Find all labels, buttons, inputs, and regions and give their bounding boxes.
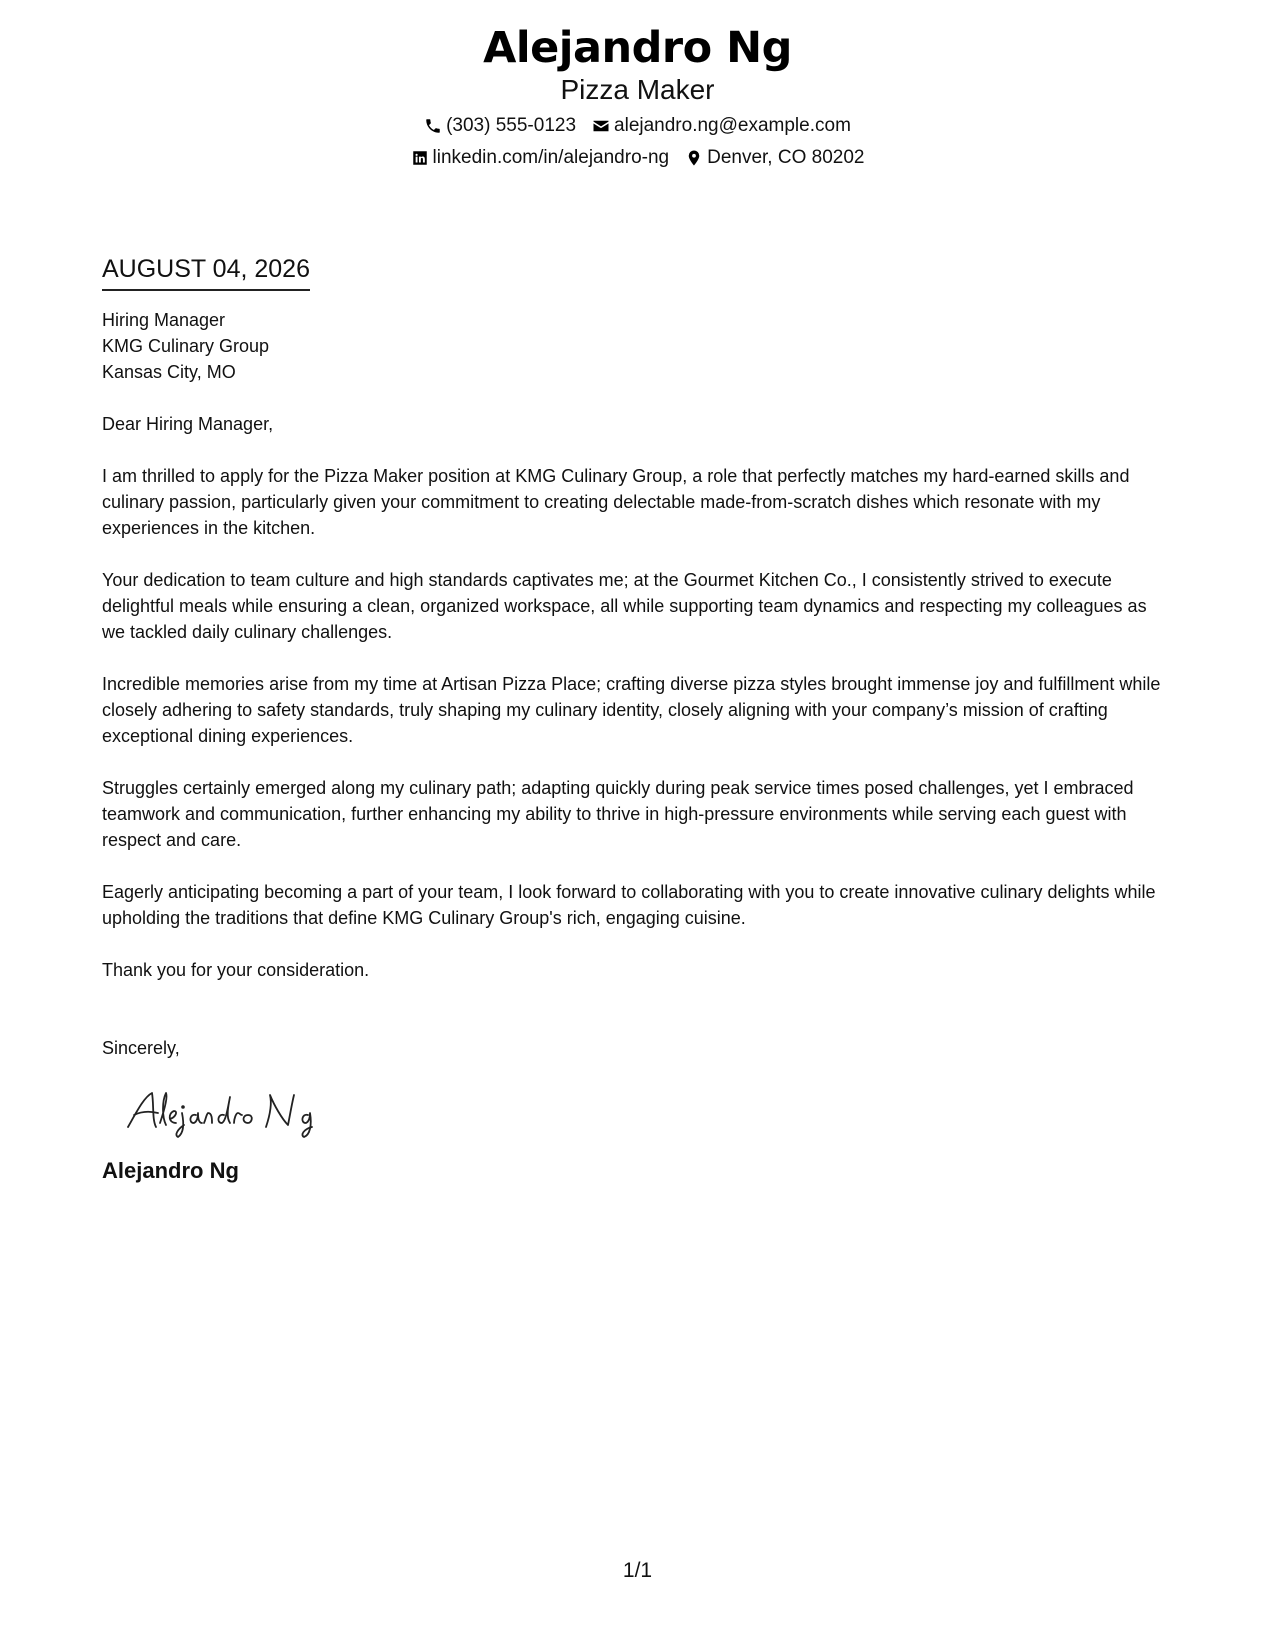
- linkedin-url: linkedin.com/in/alejandro-ng: [432, 147, 670, 168]
- letter-date: AUGUST 04, 2026: [102, 254, 310, 291]
- handwritten-signature: [122, 1083, 352, 1143]
- applicant-title: Pizza Maker: [560, 74, 715, 105]
- body-paragraph: Thank you for your consideration.: [102, 960, 370, 980]
- body-paragraph: I am thrilled to apply for the Pizza Maker position at KMG Culinary Group, a role that perfectly matches my hard-earned skills and culinary passion, particularly given your commitment to creating delectable made-from-scratch dishes which resonate with my experiences in the kitchen.: [102, 466, 1130, 538]
- phone-number: (303) 555-0123: [446, 115, 577, 136]
- recipient-block: [102, 307, 1172, 385]
- linkedin-icon: [411, 149, 429, 167]
- phone-icon: [424, 117, 442, 135]
- recipient-company: KMG Culinary Group: [102, 336, 270, 356]
- closing: Sincerely,: [102, 1038, 180, 1058]
- body-paragraph: Eagerly anticipating becoming a part of your team, I look forward to collaborating with you to create innovative culinary delights while upholding the traditions that define KMG Culinary Group's rich, engaging cuisine.: [102, 882, 1156, 928]
- letter-header: [0, 22, 1275, 170]
- salutation: Dear Hiring Manager,: [102, 414, 274, 434]
- body-paragraph: Incredible memories arise from my time at Artisan Pizza Place; crafting diverse pizza styles brought immense joy and fulfillment while closely adhering to safety standards, truly shaping my culinary identity, closely aligning with your company’s mission of crafting exceptional dining experiences.: [102, 674, 1161, 746]
- signed-name: Alejandro Ng: [102, 1158, 239, 1183]
- body-paragraph: Struggles certainly emerged along my culinary path; adapting quickly during peak service times posed challenges, yet I embraced teamwork and communication, further enhancing my ability to thrive in high-pressure environments while serving each guest with respect and care.: [102, 778, 1134, 850]
- recipient-location: Kansas City, MO: [102, 362, 236, 382]
- contact-row-primary: [0, 114, 1275, 138]
- contact-row-secondary: [0, 146, 1275, 170]
- applicant-name: Alejandro Ng: [483, 23, 792, 73]
- body-paragraph: Your dedication to team culture and high standards captivates me; at the Gourmet Kitchen Co., I consistently strived to execute delightful meals while ensuring a clean, organized workspace, all while supporting team dynamics and respecting my colleagues as we tackled daily culinary challenges.: [102, 570, 1147, 642]
- recipient-name: Hiring Manager: [102, 310, 226, 330]
- location-text: Denver, CO 80202: [707, 147, 865, 168]
- contact-linkedin: [411, 146, 670, 170]
- contact-location: [685, 146, 864, 170]
- email-address: alejandro.ng@example.com: [614, 115, 851, 136]
- contact-email: [592, 114, 851, 138]
- envelope-icon: [592, 117, 610, 135]
- letter-body: [102, 254, 1172, 1185]
- map-pin-icon: [685, 149, 703, 167]
- contact-phone: [424, 114, 576, 138]
- page-number: 1/1: [622, 1559, 653, 1582]
